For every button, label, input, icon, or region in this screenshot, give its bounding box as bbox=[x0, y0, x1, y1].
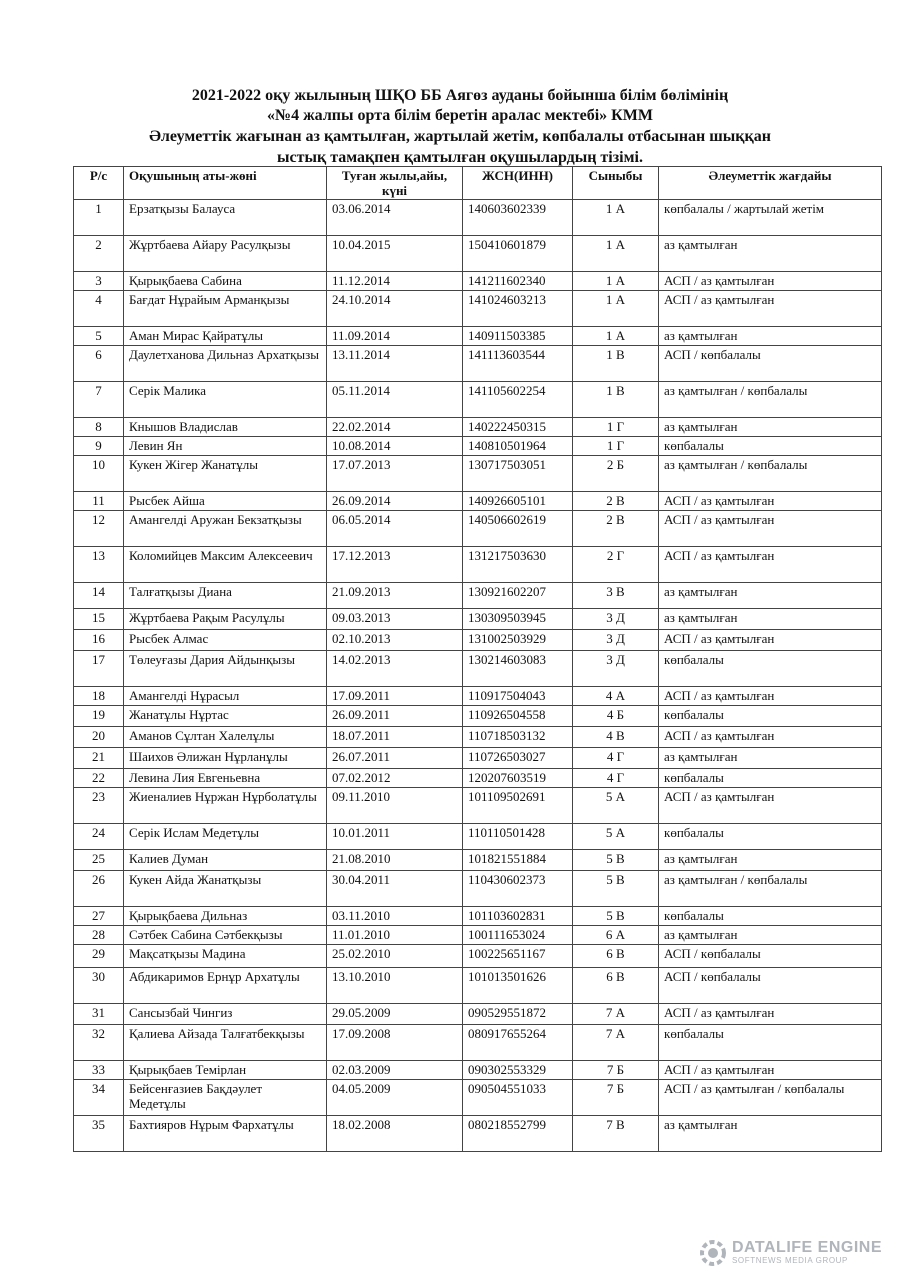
cell-number: 20 bbox=[74, 727, 124, 748]
cell-status: аз қамтылған bbox=[659, 327, 882, 346]
cell-class: 3 Д bbox=[573, 630, 659, 651]
cell-status: АСП / аз қамтылған bbox=[659, 547, 882, 583]
table-row bbox=[74, 926, 882, 945]
cell-birthdate: 11.01.2010 bbox=[327, 926, 463, 945]
cell-number: 4 bbox=[74, 291, 124, 327]
cell-birthdate: 24.10.2014 bbox=[327, 291, 463, 327]
cell-birthdate: 14.02.2013 bbox=[327, 651, 463, 687]
table-row bbox=[74, 907, 882, 926]
cell-number: 35 bbox=[74, 1116, 124, 1152]
cell-birthdate: 03.11.2010 bbox=[327, 907, 463, 926]
cell-iin: 120207603519 bbox=[463, 769, 573, 788]
cell-name: Қырықбаева Сабина bbox=[124, 272, 327, 291]
cell-name: Коломийцев Максим Алексеевич bbox=[124, 547, 327, 583]
cell-name: Левин Ян bbox=[124, 437, 327, 456]
table-row bbox=[74, 609, 882, 630]
table-row bbox=[74, 788, 882, 824]
cell-name: Ерзатқызы Балауса bbox=[124, 200, 327, 236]
cell-name: Қырықбаев Темірлан bbox=[124, 1061, 327, 1080]
cell-name: Кукен Айда Жанатқызы bbox=[124, 871, 327, 907]
cell-number: 19 bbox=[74, 706, 124, 727]
cell-iin: 110718503132 bbox=[463, 727, 573, 748]
cell-number: 17 bbox=[74, 651, 124, 687]
cell-iin: 080917655264 bbox=[463, 1025, 573, 1061]
cell-birthdate: 30.04.2011 bbox=[327, 871, 463, 907]
cell-birthdate: 25.02.2010 bbox=[327, 945, 463, 968]
cell-class: 5 В bbox=[573, 871, 659, 907]
cell-status: АСП / аз қамтылған bbox=[659, 1004, 882, 1025]
watermark-subtitle: SOFTNEWS MEDIA GROUP bbox=[731, 1256, 848, 1265]
col-header-status: Әлеуметтік жағдайы bbox=[659, 167, 882, 200]
student-table bbox=[73, 166, 882, 1152]
cell-status: көпбалалы bbox=[659, 437, 882, 456]
table-row bbox=[74, 437, 882, 456]
cell-iin: 130309503945 bbox=[463, 609, 573, 630]
table-row bbox=[74, 687, 882, 706]
cell-class: 5 А bbox=[573, 824, 659, 850]
table-row bbox=[74, 547, 882, 583]
cell-iin: 140603602339 bbox=[463, 200, 573, 236]
cell-class: 2 В bbox=[573, 492, 659, 511]
cell-name: Сансызбай Чингиз bbox=[124, 1004, 327, 1025]
cell-status: АСП / аз қамтылған bbox=[659, 291, 882, 327]
cell-birthdate: 17.12.2013 bbox=[327, 547, 463, 583]
cell-iin: 080218552799 bbox=[463, 1116, 573, 1152]
cell-iin: 130717503051 bbox=[463, 456, 573, 492]
cell-name: Кнышов Владислав bbox=[124, 418, 327, 437]
cell-iin: 131002503929 bbox=[463, 630, 573, 651]
cell-number: 9 bbox=[74, 437, 124, 456]
cell-iin: 101109502691 bbox=[463, 788, 573, 824]
cell-status: АСП / аз қамтылған bbox=[659, 630, 882, 651]
table-row bbox=[74, 748, 882, 769]
cell-birthdate: 29.05.2009 bbox=[327, 1004, 463, 1025]
cell-status: аз қамтылған bbox=[659, 609, 882, 630]
cell-number: 18 bbox=[74, 687, 124, 706]
table-row bbox=[74, 1004, 882, 1025]
cell-name: Даулетханова Дильназ Архатқызы bbox=[124, 346, 327, 382]
cell-name: Амангелді Аружан Бекзатқызы bbox=[124, 511, 327, 547]
table-row bbox=[74, 272, 882, 291]
table-row bbox=[74, 382, 882, 418]
cell-class: 2 В bbox=[573, 511, 659, 547]
cell-status: көпбалалы bbox=[659, 769, 882, 788]
cell-iin: 110726503027 bbox=[463, 748, 573, 769]
cell-birthdate: 17.07.2013 bbox=[327, 456, 463, 492]
cell-class: 7 А bbox=[573, 1025, 659, 1061]
cell-status: көпбалалы bbox=[659, 651, 882, 687]
cell-number: 11 bbox=[74, 492, 124, 511]
cell-class: 3 Д bbox=[573, 651, 659, 687]
cell-birthdate: 06.05.2014 bbox=[327, 511, 463, 547]
cell-class: 6 В bbox=[573, 968, 659, 1004]
cell-status: аз қамтылған bbox=[659, 926, 882, 945]
cell-status: АСП / аз қамтылған bbox=[659, 492, 882, 511]
cell-number: 34 bbox=[74, 1080, 124, 1116]
cell-birthdate: 11.09.2014 bbox=[327, 327, 463, 346]
cell-number: 21 bbox=[74, 748, 124, 769]
cell-class: 1 А bbox=[573, 272, 659, 291]
title-line-2: «№4 жалпы орта білім беретін аралас мектебі» КММ bbox=[267, 107, 653, 124]
watermark-logo bbox=[700, 1239, 882, 1266]
cell-status: көпбалалы bbox=[659, 1025, 882, 1061]
cell-status: аз қамтылған bbox=[659, 748, 882, 769]
cell-number: 22 bbox=[74, 769, 124, 788]
cell-status: аз қамтылған bbox=[659, 583, 882, 609]
cell-class: 1 Г bbox=[573, 437, 659, 456]
table-row bbox=[74, 1116, 882, 1152]
cell-birthdate: 10.01.2011 bbox=[327, 824, 463, 850]
cell-class: 6 В bbox=[573, 945, 659, 968]
table-row bbox=[74, 327, 882, 346]
table-row bbox=[74, 706, 882, 727]
cell-class: 4 Г bbox=[573, 769, 659, 788]
cell-number: 29 bbox=[74, 945, 124, 968]
cell-birthdate: 04.05.2009 bbox=[327, 1080, 463, 1116]
cell-name: Рысбек Айша bbox=[124, 492, 327, 511]
cell-number: 8 bbox=[74, 418, 124, 437]
cell-number: 26 bbox=[74, 871, 124, 907]
cell-number: 23 bbox=[74, 788, 124, 824]
cell-iin: 131217503630 bbox=[463, 547, 573, 583]
cell-number: 28 bbox=[74, 926, 124, 945]
cell-number: 13 bbox=[74, 547, 124, 583]
cell-status: аз қамтылған / көпбалалы bbox=[659, 456, 882, 492]
title-line-1: 2021-2022 оқу жылының ШҚО ББ Аягөз ауданы бойынша білім бөлімінің bbox=[191, 87, 729, 104]
cell-number: 27 bbox=[74, 907, 124, 926]
cell-iin: 140506602619 bbox=[463, 511, 573, 547]
table-row bbox=[74, 968, 882, 1004]
cell-status: АСП / аз қамтылған bbox=[659, 511, 882, 547]
cell-birthdate: 05.11.2014 bbox=[327, 382, 463, 418]
cell-number: 32 bbox=[74, 1025, 124, 1061]
cell-birthdate: 10.08.2014 bbox=[327, 437, 463, 456]
cell-class: 3 Д bbox=[573, 609, 659, 630]
cell-class: 7 Б bbox=[573, 1061, 659, 1080]
cell-name: Аман Мирас Қайратұлы bbox=[124, 327, 327, 346]
cell-status: АСП / аз қамтылған bbox=[659, 272, 882, 291]
cell-name: Жиеналиев Нұржан Нұрболатұлы bbox=[124, 788, 327, 824]
col-header-birthdate: Туған жылы,айы, күні bbox=[327, 167, 463, 200]
table-row bbox=[74, 236, 882, 272]
table-row bbox=[74, 456, 882, 492]
cell-birthdate: 21.09.2013 bbox=[327, 583, 463, 609]
cell-name: Төлеуғазы Дария Айдынқызы bbox=[124, 651, 327, 687]
cell-status: АСП / аз қамтылған / көпбалалы bbox=[659, 1080, 882, 1116]
cell-birthdate: 13.11.2014 bbox=[327, 346, 463, 382]
cell-birthdate: 26.09.2011 bbox=[327, 706, 463, 727]
cell-iin: 141105602254 bbox=[463, 382, 573, 418]
cell-status: аз қамтылған / көпбалалы bbox=[659, 871, 882, 907]
cell-number: 10 bbox=[74, 456, 124, 492]
cell-class: 2 Б bbox=[573, 456, 659, 492]
table-row bbox=[74, 583, 882, 609]
cell-name: Жұртбаева Айару Расулқызы bbox=[124, 236, 327, 272]
gear-icon bbox=[700, 1240, 726, 1266]
cell-number: 3 bbox=[74, 272, 124, 291]
cell-class: 4 Г bbox=[573, 748, 659, 769]
cell-name: Амангелді Нұрасыл bbox=[124, 687, 327, 706]
cell-birthdate: 13.10.2010 bbox=[327, 968, 463, 1004]
table-row bbox=[74, 511, 882, 547]
cell-number: 6 bbox=[74, 346, 124, 382]
cell-number: 24 bbox=[74, 824, 124, 850]
cell-iin: 110917504043 bbox=[463, 687, 573, 706]
cell-iin: 101103602831 bbox=[463, 907, 573, 926]
cell-name: Жұртбаева Рақым Расулұлы bbox=[124, 609, 327, 630]
cell-status: көпбалалы bbox=[659, 907, 882, 926]
cell-class: 1 А bbox=[573, 200, 659, 236]
cell-birthdate: 26.09.2014 bbox=[327, 492, 463, 511]
cell-iin: 130214603083 bbox=[463, 651, 573, 687]
cell-iin: 150410601879 bbox=[463, 236, 573, 272]
cell-iin: 090302553329 bbox=[463, 1061, 573, 1080]
cell-iin: 100225651167 bbox=[463, 945, 573, 968]
cell-birthdate: 18.02.2008 bbox=[327, 1116, 463, 1152]
cell-class: 2 Г bbox=[573, 547, 659, 583]
cell-birthdate: 21.08.2010 bbox=[327, 850, 463, 871]
table-header-row bbox=[74, 167, 882, 200]
col-header-class: Сыныбы bbox=[573, 167, 659, 200]
cell-iin: 140222450315 bbox=[463, 418, 573, 437]
cell-birthdate: 22.02.2014 bbox=[327, 418, 463, 437]
cell-name: Бағдат Нұрайым Арманқызы bbox=[124, 291, 327, 327]
cell-number: 30 bbox=[74, 968, 124, 1004]
cell-birthdate: 07.02.2012 bbox=[327, 769, 463, 788]
cell-status: аз қамтылған bbox=[659, 1116, 882, 1152]
table-row bbox=[74, 630, 882, 651]
cell-class: 4 Б bbox=[573, 706, 659, 727]
table-row bbox=[74, 769, 882, 788]
cell-iin: 140926605101 bbox=[463, 492, 573, 511]
table-row bbox=[74, 1025, 882, 1061]
cell-birthdate: 17.09.2008 bbox=[327, 1025, 463, 1061]
cell-status: аз қамтылған bbox=[659, 850, 882, 871]
cell-name: Серік Ислам Медетұлы bbox=[124, 824, 327, 850]
cell-class: 1 Г bbox=[573, 418, 659, 437]
cell-status: АСП / көпбалалы bbox=[659, 945, 882, 968]
cell-name: Рысбек Алмас bbox=[124, 630, 327, 651]
cell-birthdate: 09.03.2013 bbox=[327, 609, 463, 630]
cell-class: 1 А bbox=[573, 291, 659, 327]
cell-number: 33 bbox=[74, 1061, 124, 1080]
cell-class: 7 Б bbox=[573, 1080, 659, 1116]
cell-class: 4 В bbox=[573, 727, 659, 748]
table-row bbox=[74, 727, 882, 748]
cell-class: 1 А bbox=[573, 236, 659, 272]
table-row bbox=[74, 824, 882, 850]
cell-number: 12 bbox=[74, 511, 124, 547]
cell-class: 7 А bbox=[573, 1004, 659, 1025]
cell-number: 31 bbox=[74, 1004, 124, 1025]
col-header-number: Р/с bbox=[74, 167, 124, 200]
title-line-3: Әлеуметтік жағынан аз қамтылған, жартылай жетім, көпбалалы отбасынан шыққан bbox=[149, 128, 771, 145]
cell-name: Қырықбаева Дильназ bbox=[124, 907, 327, 926]
cell-status: АСП / аз қамтылған bbox=[659, 687, 882, 706]
cell-class: 1 В bbox=[573, 346, 659, 382]
cell-iin: 140911503385 bbox=[463, 327, 573, 346]
cell-status: АСП / көпбалалы bbox=[659, 346, 882, 382]
cell-name: Бейсенғазиев Бақдәулет Медетұлы bbox=[124, 1080, 327, 1116]
cell-iin: 090504551033 bbox=[463, 1080, 573, 1116]
cell-birthdate: 02.10.2013 bbox=[327, 630, 463, 651]
watermark-title: DATALIFE ENGINE bbox=[731, 1239, 882, 1256]
cell-birthdate: 18.07.2011 bbox=[327, 727, 463, 748]
cell-iin: 141024603213 bbox=[463, 291, 573, 327]
cell-birthdate: 17.09.2011 bbox=[327, 687, 463, 706]
cell-iin: 110430602373 bbox=[463, 871, 573, 907]
cell-iin: 130921602207 bbox=[463, 583, 573, 609]
title-line-4: ыстық тамақпен қамтылған оқушылардың тізімі. bbox=[277, 149, 643, 166]
cell-name: Абдикаримов Ернұр Архатұлы bbox=[124, 968, 327, 1004]
table-row bbox=[74, 945, 882, 968]
cell-number: 15 bbox=[74, 609, 124, 630]
cell-birthdate: 03.06.2014 bbox=[327, 200, 463, 236]
cell-iin: 101013501626 bbox=[463, 968, 573, 1004]
cell-class: 1 А bbox=[573, 327, 659, 346]
cell-birthdate: 10.04.2015 bbox=[327, 236, 463, 272]
cell-name: Кукен Жігер Жанатұлы bbox=[124, 456, 327, 492]
table-row bbox=[74, 492, 882, 511]
cell-class: 4 А bbox=[573, 687, 659, 706]
cell-status: АСП / көпбалалы bbox=[659, 968, 882, 1004]
cell-name: Аманов Сұлтан Халелұлы bbox=[124, 727, 327, 748]
cell-status: аз қамтылған bbox=[659, 236, 882, 272]
cell-class: 6 А bbox=[573, 926, 659, 945]
cell-number: 16 bbox=[74, 630, 124, 651]
cell-number: 1 bbox=[74, 200, 124, 236]
cell-name: Левина Лия Евгеньевна bbox=[124, 769, 327, 788]
cell-birthdate: 26.07.2011 bbox=[327, 748, 463, 769]
cell-number: 14 bbox=[74, 583, 124, 609]
cell-birthdate: 09.11.2010 bbox=[327, 788, 463, 824]
table-row bbox=[74, 291, 882, 327]
cell-iin: 140810501964 bbox=[463, 437, 573, 456]
cell-name: Сәтбек Сабина Сәтбекқызы bbox=[124, 926, 327, 945]
cell-status: көпбалалы bbox=[659, 824, 882, 850]
table-row bbox=[74, 1080, 882, 1116]
cell-status: АСП / аз қамтылған bbox=[659, 1061, 882, 1080]
cell-iin: 101821551884 bbox=[463, 850, 573, 871]
table-row bbox=[74, 200, 882, 236]
cell-name: Шаихов Әлижан Нұрланұлы bbox=[124, 748, 327, 769]
cell-class: 3 В bbox=[573, 583, 659, 609]
cell-name: Бахтияров Нұрым Фархатұлы bbox=[124, 1116, 327, 1152]
cell-name: Жанатұлы Нұртас bbox=[124, 706, 327, 727]
table-row bbox=[74, 871, 882, 907]
cell-class: 5 А bbox=[573, 788, 659, 824]
table-row bbox=[74, 346, 882, 382]
cell-iin: 141113603544 bbox=[463, 346, 573, 382]
table-row bbox=[74, 1061, 882, 1080]
cell-class: 5 В bbox=[573, 850, 659, 871]
cell-status: АСП / аз қамтылған bbox=[659, 788, 882, 824]
cell-name: Талғатқызы Диана bbox=[124, 583, 327, 609]
cell-status: аз қамтылған bbox=[659, 418, 882, 437]
cell-name: Калиев Думан bbox=[124, 850, 327, 871]
cell-birthdate: 11.12.2014 bbox=[327, 272, 463, 291]
cell-class: 1 В bbox=[573, 382, 659, 418]
table-row bbox=[74, 418, 882, 437]
cell-iin: 110110501428 bbox=[463, 824, 573, 850]
cell-iin: 090529551872 bbox=[463, 1004, 573, 1025]
cell-status: көпбалалы / жартылай жетім bbox=[659, 200, 882, 236]
cell-iin: 100111653024 bbox=[463, 926, 573, 945]
cell-status: аз қамтылған / көпбалалы bbox=[659, 382, 882, 418]
cell-name: Мақсатқызы Мадина bbox=[124, 945, 327, 968]
cell-number: 7 bbox=[74, 382, 124, 418]
cell-name: Серік Малика bbox=[124, 382, 327, 418]
cell-status: көпбалалы bbox=[659, 706, 882, 727]
cell-number: 25 bbox=[74, 850, 124, 871]
col-header-name: Оқушының аты-жөні bbox=[124, 167, 327, 200]
cell-class: 5 В bbox=[573, 907, 659, 926]
cell-number: 2 bbox=[74, 236, 124, 272]
cell-name: Қалиева Айзада Талғатбекқызы bbox=[124, 1025, 327, 1061]
cell-status: АСП / аз қамтылған bbox=[659, 727, 882, 748]
col-header-iin: ЖСН(ИНН) bbox=[463, 167, 573, 200]
cell-class: 7 В bbox=[573, 1116, 659, 1152]
cell-iin: 141211602340 bbox=[463, 272, 573, 291]
table-row bbox=[74, 850, 882, 871]
table-row bbox=[74, 651, 882, 687]
cell-birthdate: 02.03.2009 bbox=[327, 1061, 463, 1080]
cell-number: 5 bbox=[74, 327, 124, 346]
cell-iin: 110926504558 bbox=[463, 706, 573, 727]
